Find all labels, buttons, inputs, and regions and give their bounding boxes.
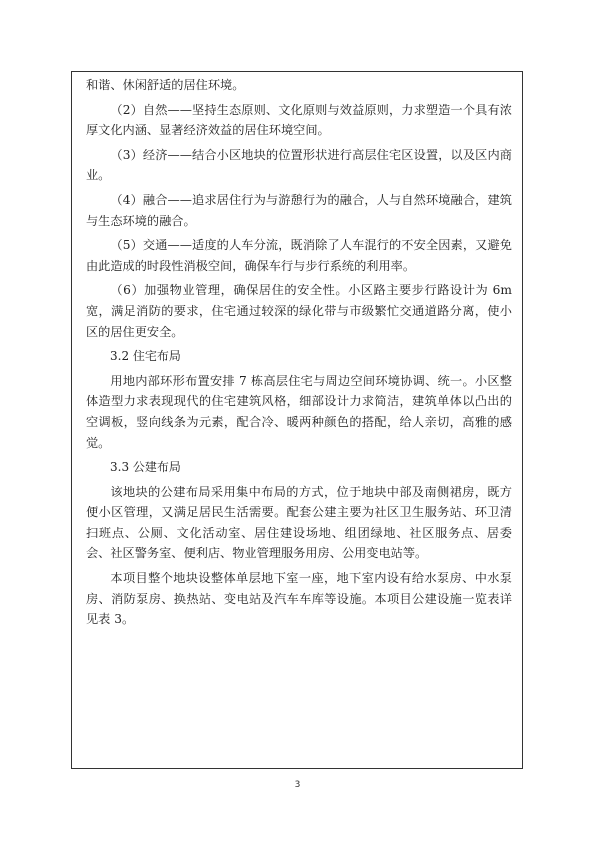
paragraph: 和谐、休闲舒适的居住环境。 bbox=[86, 78, 245, 92]
paragraph: （5）交通——适度的人车分流，既消除了人车混行的不安全因素，又避免由此造成的时段性消极空间，确保车行与步行系统的利用率。 bbox=[86, 238, 512, 273]
paragraph: 该地块的公建布局采用集中布局的方式，位于地块中部及南侧裙房，既方便小区管理，又满足居民生活需要。配套公建主要为社区卫生服务站、环卫清扫班点、公厕、文化活动室、居住建设场地、组团绿地、社区服务点、居委会、社区警务室、便利店、物业管理服务用房、公用变电站等。 bbox=[86, 484, 512, 561]
document-body bbox=[86, 75, 512, 634]
paragraph: （6）加强物业管理，确保居住的安全性。小区路主要步行路设计为 6m 宽，满足消防的要求，住宅通过较深的绿化带与市级繁忙交通道路分离，使小区的居住更安全。 bbox=[86, 283, 512, 339]
paragraph: 本项目整个地块设整体单层地下室一座，地下室内设有给水泵房、中水泵房、消防泵房、换热站、变电站及汽车车库等设施。本项目公建设施一览表详见表 3。 bbox=[86, 571, 512, 627]
section-heading: 3.3 公建布局 bbox=[110, 460, 181, 475]
paragraph: （4）融合——追求居住行为与游憩行为的融合，人与自然环境融合，建筑与生态环境的融合。 bbox=[86, 192, 512, 228]
paragraph: （2）自然——坚持生态原则、文化原则与效益原则，力求塑造一个具有浓厚文化内涵、显著经济效益的居住环境空间。 bbox=[86, 102, 512, 138]
section-heading: 3.2 住宅布局 bbox=[110, 349, 181, 364]
page-number: 3 bbox=[294, 780, 301, 790]
paragraph: 用地内部环形布置安排 7 栋高层住宅与周边空间环境协调、统一。小区整体造型力求表现现代的住宅建筑风格，细部设计力求简洁，建筑单体以凸出的空调板，竖向线条为元素，配合冷、暖两种颜色的搭配，给人亲切，高雅的感觉。 bbox=[86, 373, 512, 450]
paragraph: （3）经济——结合小区地块的位置形状进行高层住宅区设置，以及区内商业。 bbox=[86, 147, 512, 183]
